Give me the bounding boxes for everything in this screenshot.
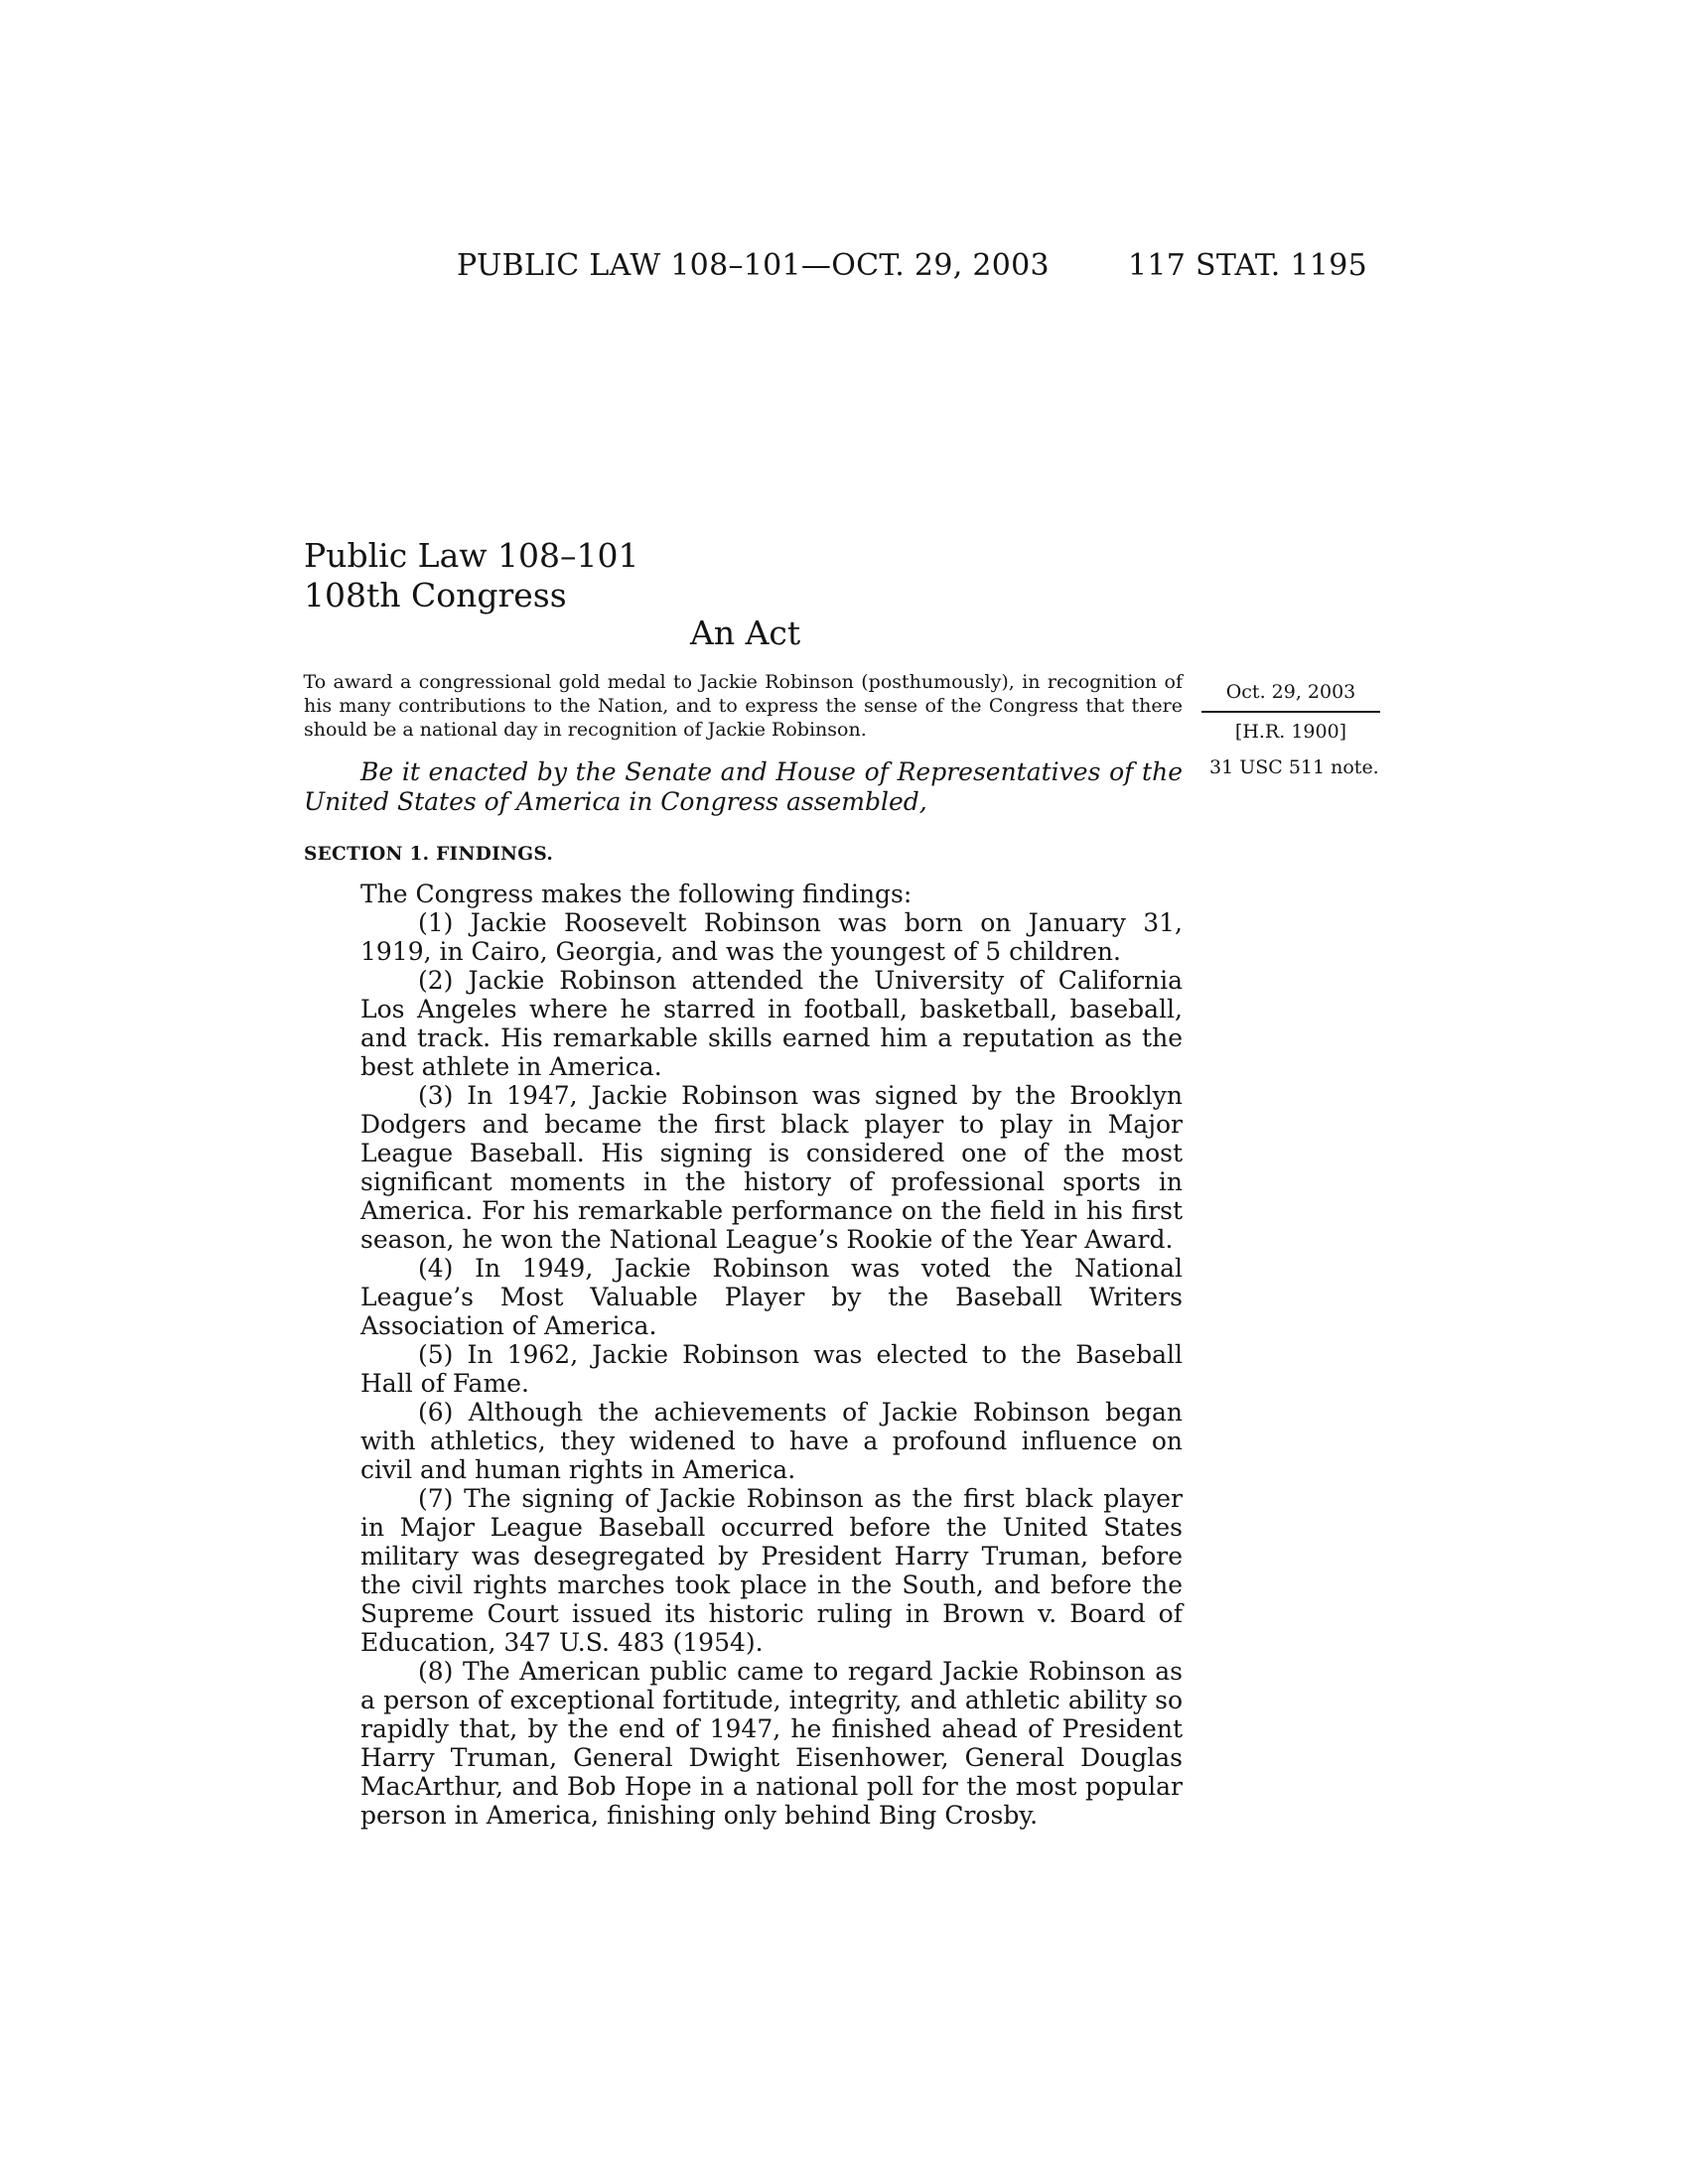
margin-usc-note: 31 USC 511 note.: [1209, 756, 1379, 778]
section-body: [360, 880, 1183, 1830]
running-header-left: PUBLIC LAW 108–101—OCT. 29, 2003: [457, 248, 1050, 283]
law-title-block: [304, 536, 638, 615]
enacting-clause-text: Be it enacted by the Senate and House of Representatives of the United States of America in Congress assembled,: [304, 757, 1183, 816]
margin-citation: [1201, 681, 1380, 743]
finding-3: (3) In 1947, Jackie Robinson was signed by the Brooklyn Dodgers and became the first black player to play in Major League Baseball. His signing is considered one of the most significant moments in the history of professional sports in America. For his remarkable performance on the field in his first season, he won the National League’s Rookie of the Year Award.: [360, 1081, 1183, 1254]
margin-date: Oct. 29, 2003: [1225, 681, 1356, 703]
finding-1: (1) Jackie Roosevelt Robinson was born on January 31, 1919, in Cairo, Georgia, and was the youngest of 5 children.: [360, 908, 1183, 966]
finding-8: (8) The American public came to regard Jackie Robinson as a person of exceptional fortitude, integrity, and athletic ability so rapidly that, by the end of 1947, he finished ahead of President Harry Truman, General Dwight Eisenhower, General Douglas MacArthur, and Bob Hope in a national poll for the most popular person in America, finishing only behind Bing Crosby.: [360, 1657, 1183, 1830]
purpose-clause: To award a congressional gold medal to Jackie Robinson (posthumously), in recognition of his many contributions to the Nation, and to express the sense of the Congress that there should be a national day in recognition of Jackie Robinson.: [303, 671, 1183, 741]
margin-bill-number: [H.R. 1900]: [1234, 721, 1347, 743]
act-heading: An Act: [690, 614, 801, 652]
finding-5: (5) In 1962, Jackie Robinson was elected to the Baseball Hall of Fame.: [360, 1340, 1183, 1398]
running-header-right: 117 STAT. 1195: [1128, 248, 1367, 283]
finding-6: (6) Although the achievements of Jackie Robinson began with athletics, they widened to have a profound influence on civil and human rights in America.: [360, 1398, 1183, 1484]
finding-4: (4) In 1949, Jackie Robinson was voted the National League’s Most Valuable Player by the Baseball Writers Association of America.: [360, 1254, 1183, 1340]
public-law-number: Public Law 108–101: [304, 536, 639, 575]
enacting-clause: [304, 757, 1183, 817]
congress-number: 108th Congress: [304, 576, 567, 614]
finding-2: (2) Jackie Robinson attended the University of California Los Angeles where he starred in football, basketball, baseball, and track. His remarkable skills earned him a reputation as the best athlete in America.: [360, 966, 1183, 1081]
margin-rule: [1201, 711, 1380, 713]
section-heading: SECTION 1. FINDINGS.: [304, 844, 554, 865]
finding-7: (7) The signing of Jackie Robinson as the first black player in Major League Baseball occurred before the United States military was desegregated by President Harry Truman, before the civil rights marches took place in the South, and before the Supreme Court issued its historic ruling in Brown v. Board of Education, 347 U.S. 483 (1954).: [360, 1484, 1183, 1657]
findings-intro: The Congress makes the following findings:: [360, 880, 913, 908]
